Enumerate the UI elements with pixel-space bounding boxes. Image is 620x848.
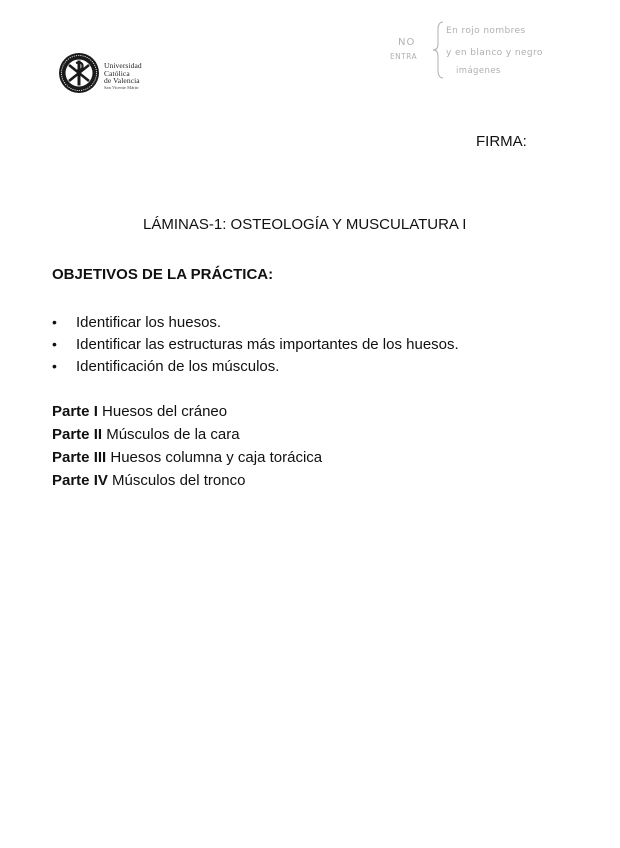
handwritten-no: NO <box>398 37 416 48</box>
logo-subtitle: San Vicente Mártir <box>104 85 139 90</box>
part-text: Músculos de la cara <box>106 426 240 443</box>
part-item <box>52 423 322 446</box>
part-label: Parte III <box>52 449 107 466</box>
part-text: Huesos del cráneo <box>102 403 228 420</box>
part-item <box>52 469 322 492</box>
handwritten-line-2: y en blanco y negro <box>446 48 543 58</box>
logo-line-1: Universidad <box>104 61 142 70</box>
signature-label: FIRMA: <box>476 133 527 150</box>
handwritten-entra: ENTRA <box>390 52 417 61</box>
logo-line-3: de Valencia <box>104 76 140 85</box>
part-item <box>52 446 322 469</box>
objective-text: Identificación de los músculos. <box>76 358 280 375</box>
part-label: Parte IV <box>52 472 108 489</box>
objective-text: Identificar los huesos. <box>76 314 222 331</box>
part-text: Músculos del tronco <box>112 472 246 489</box>
objectives-list <box>52 311 459 377</box>
bullet-icon: • <box>52 336 57 352</box>
handwritten-line-3: imágenes <box>456 66 501 76</box>
part-text: Huesos columna y caja torácica <box>110 449 323 466</box>
objective-item <box>52 333 459 355</box>
bullet-icon: • <box>52 358 57 374</box>
document-title: LÁMINAS-1: OSTEOLOGÍA Y MUSCULATURA I <box>143 216 467 233</box>
part-label: Parte I <box>52 403 98 420</box>
parts-list <box>52 400 322 492</box>
bullet-icon: • <box>52 314 57 330</box>
university-emblem-icon <box>58 52 100 94</box>
university-logo <box>58 52 168 100</box>
objective-item <box>52 355 459 377</box>
objectives-heading: OBJETIVOS DE LA PRÁCTICA: <box>52 266 274 283</box>
objective-text: Identificar las estructuras más importantes de los huesos. <box>76 336 459 353</box>
part-label: Parte II <box>52 426 103 443</box>
curly-brace-icon <box>430 20 446 80</box>
logo-line-2: Católica <box>104 68 130 78</box>
objective-item <box>52 311 459 333</box>
university-name <box>104 62 142 91</box>
handwritten-line-1: En rojo nombres <box>446 26 526 36</box>
part-item <box>52 400 322 423</box>
